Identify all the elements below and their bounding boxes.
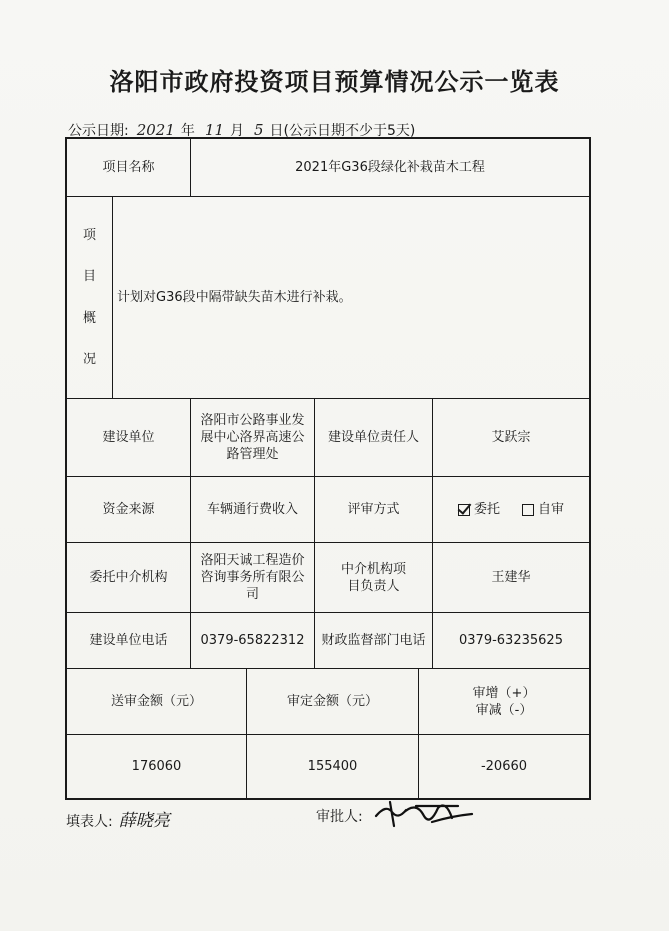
overview-label-char: 况 — [82, 351, 96, 367]
review-option-entrust[interactable]: 委托 — [458, 501, 500, 518]
construction-unit-label: 建设单位 — [67, 399, 191, 477]
review-option-self[interactable]: 自审 — [522, 501, 564, 518]
page-title: 洛阳市政府投资项目预算情况公示一览表 — [109, 68, 560, 96]
approver-signature-icon — [372, 796, 476, 832]
date-year-char: 年 — [180, 123, 195, 139]
overview-text: 计划对G36段中隔带缺失苗木进行补栽。 — [113, 197, 589, 399]
overview-label-char: 项 — [82, 228, 96, 244]
unit-phone-label: 建设单位电话 — [67, 613, 191, 669]
budget-table — [65, 137, 591, 800]
agency-head-label: 中介机构项目负责人 — [315, 543, 433, 613]
submitted-amount-value: 176060 — [67, 735, 247, 798]
date-label: 公示日期: — [68, 123, 129, 139]
overview-label-char: 概 — [82, 310, 96, 326]
diff-label-increase: 审增（+） — [472, 685, 536, 701]
date-month-char: 月 — [230, 123, 244, 139]
checkbox-icon — [522, 504, 534, 516]
responsible-value: 艾跃宗 — [433, 399, 589, 477]
responsible-label: 建设单位责任人 — [315, 399, 433, 477]
review-method-options — [433, 477, 589, 543]
filler-signature: 薛晓亮 — [118, 811, 170, 831]
agency-head-value: 王建华 — [433, 543, 589, 613]
filler-label: 填表人: — [66, 814, 113, 830]
approver-label: 审批人: — [316, 809, 363, 825]
project-name-value: 2021年G36段绿化补栽苗木工程 — [191, 139, 589, 197]
unit-phone-value: 0379-65822312 — [191, 613, 315, 669]
overview-label — [67, 197, 113, 399]
diff-label — [419, 669, 589, 735]
date-month-handwritten: 11 — [204, 121, 224, 139]
approved-amount-value: 155400 — [247, 735, 419, 798]
overview-label-char: 目 — [82, 269, 96, 285]
fund-source-label: 资金来源 — [67, 477, 191, 543]
review-method-label: 评审方式 — [315, 477, 433, 543]
agency-value: 洛阳天诚工程造价咨询事务所有限公司 — [191, 543, 315, 613]
finance-phone-label: 财政监督部门电话 — [315, 613, 433, 669]
fund-source-value: 车辆通行费收入 — [191, 477, 315, 543]
filler-line — [66, 806, 170, 831]
finance-phone-value: 0379-63235625 — [433, 613, 589, 669]
diff-amount-value: -20660 — [480, 759, 528, 774]
approved-amount-label: 审定金额（元） — [247, 669, 419, 735]
diff-label-decrease: 审减（-） — [475, 702, 533, 718]
submitted-amount-label: 送审金额（元） — [67, 669, 247, 735]
approver-line — [316, 806, 363, 826]
agency-label: 委托中介机构 — [67, 543, 191, 613]
date-note: (公示日期不少于5天) — [283, 123, 416, 139]
date-day-handwritten: 5 — [254, 121, 264, 139]
project-name-label: 项目名称 — [67, 139, 191, 197]
date-day-char: 日 — [269, 123, 284, 139]
construction-unit-value: 洛阳市公路事业发展中心洛界高速公路管理处 — [191, 399, 315, 477]
date-year-handwritten: 2021 — [136, 121, 175, 139]
checkbox-checked-icon — [458, 504, 470, 516]
